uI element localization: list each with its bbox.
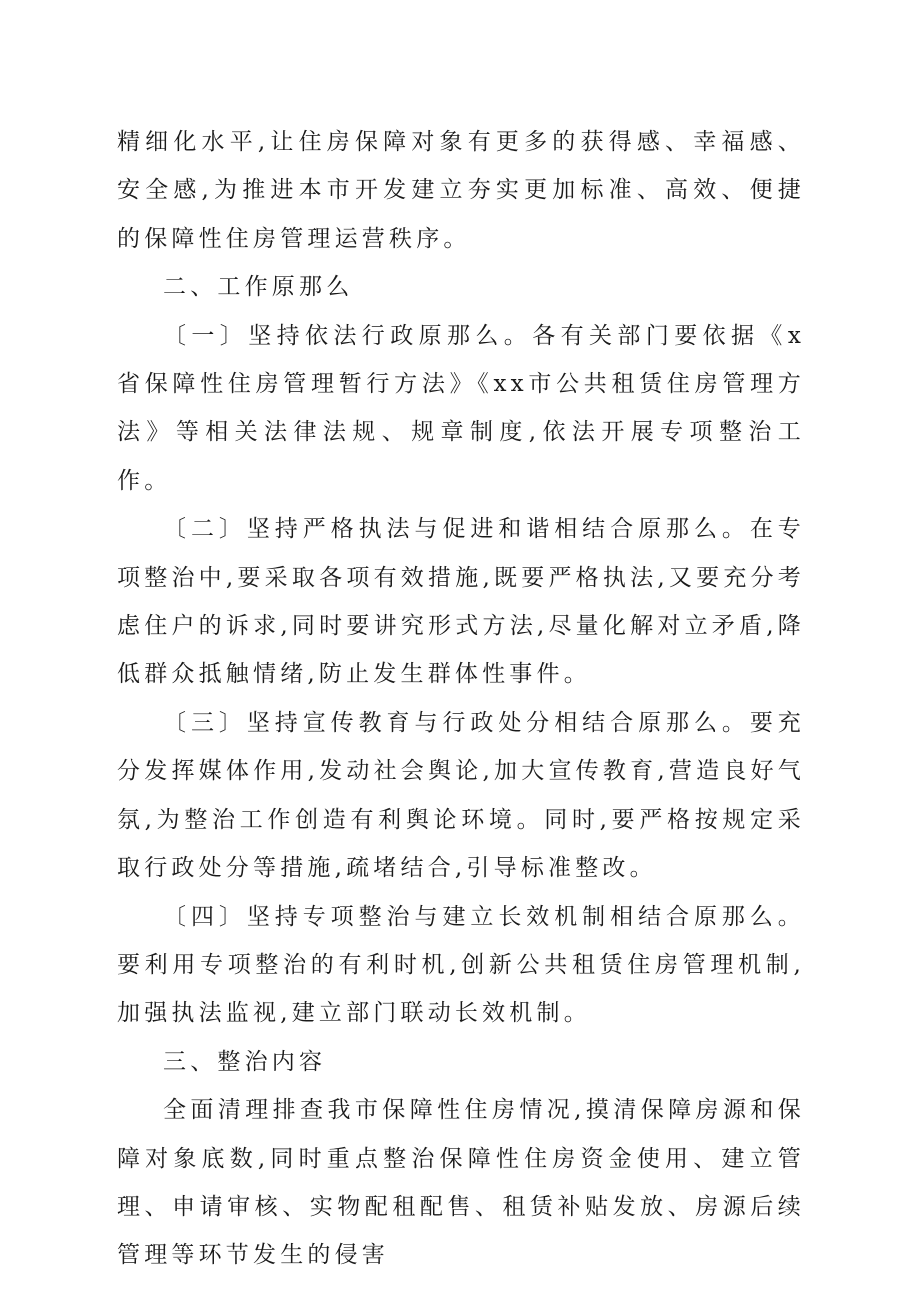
section-heading-content: 三、整治内容 xyxy=(163,1048,327,1075)
paragraph-principle-2: 〔二〕坚持严格执法与促进和谐相结合原那么。在专项整治中,要采取各项有效措施,既要严格执法,又要充分考虑住户的诉求,同时要讲究形式方法,尽量化解对立矛盾,降低群众抵触情绪,防止发生群体性事件。 xyxy=(117,516,805,688)
paragraph-content: 全面清理排查我市保障性住房情况,摸清保障房源和保障对象底数,同时重点整治保障性住房资金使用、建立管理、申请审核、实物配租配售、租赁补贴发放、房源后续管理等环节发生的侵害 xyxy=(117,1097,805,1269)
section-heading-principles: 二、工作原那么 xyxy=(163,274,354,301)
document-body xyxy=(117,118,805,1280)
paragraph-principle-4: 〔四〕坚持专项整治与建立长效机制相结合原那么。要利用专项整治的有利时机,创新公共租赁住房管理机制,加强执法监视,建立部门联动长效机制。 xyxy=(117,903,805,1027)
paragraph-principle-3: 〔三〕坚持宣传教育与行政处分相结合原那么。要充分发挥媒体作用,发动社会舆论,加大宣传教育,营造良好气氛,为整治工作创造有利舆论环境。同时,要严格按规定采取行政处分等措施,疏堵结合,引导标准整改。 xyxy=(117,709,805,882)
paragraph-principle-1: 〔一〕坚持依法行政原那么。各有关部门要依据《x省保障性住房管理暂行方法》《xx市公共租赁住房管理方法》等相关法律法规、规章制度,依法开展专项整治工作。 xyxy=(117,322,805,494)
paragraph-continuation: 精细化水平,让住房保障对象有更多的获得感、幸福感、安全感,为推进本市开发建立夯实更加标准、高效、便捷的保障性住房管理运营秩序。 xyxy=(117,129,805,252)
